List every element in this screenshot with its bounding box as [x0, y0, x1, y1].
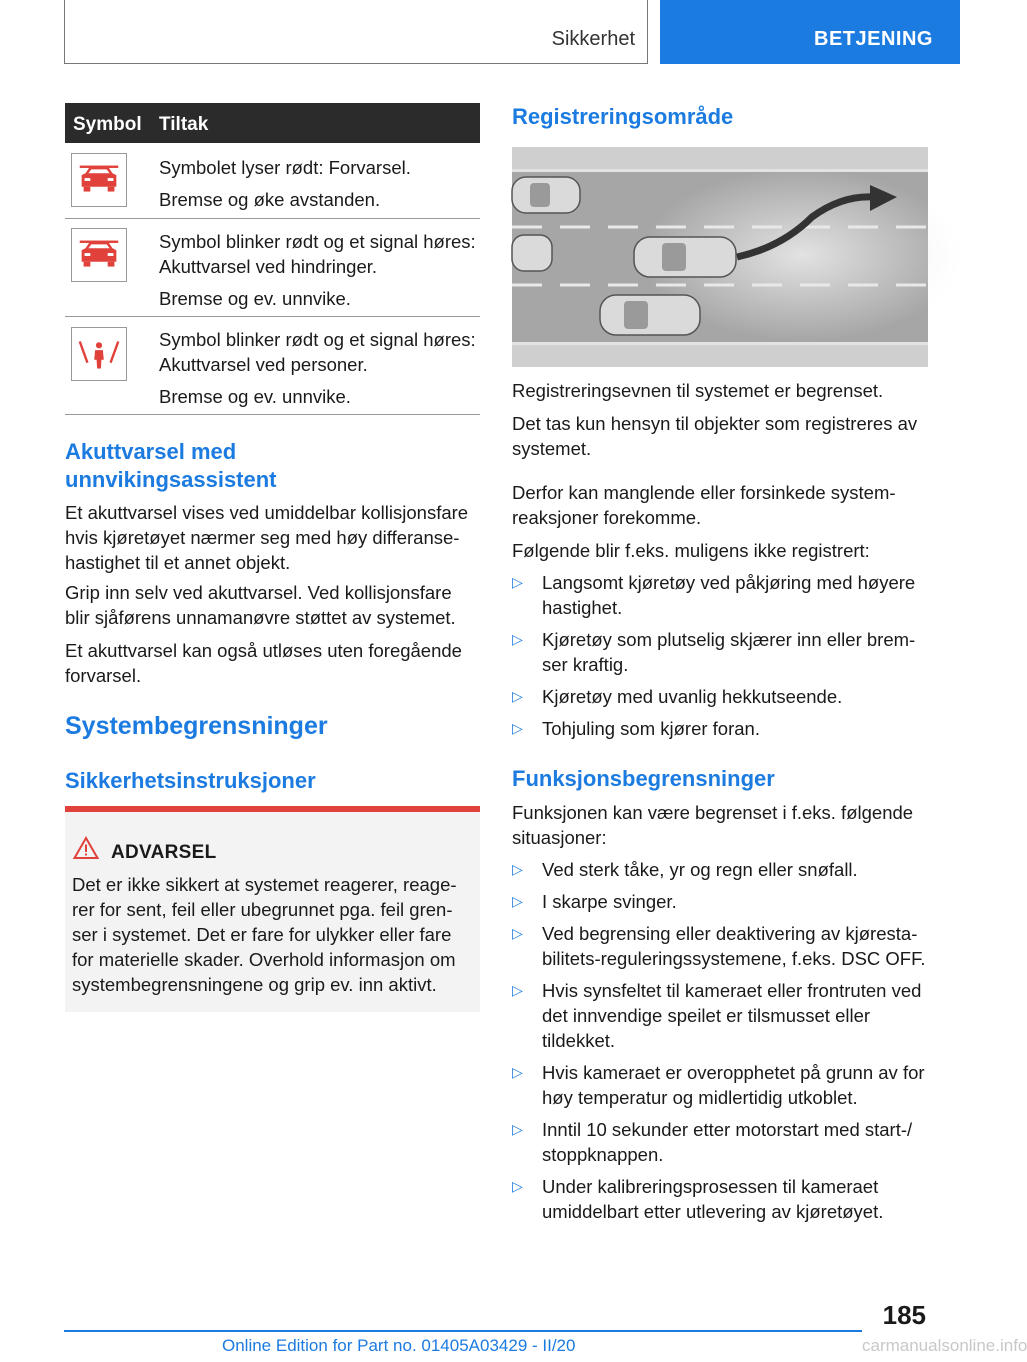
- paragraph: Grip inn selv ved akuttvarsel. Ved kollisjonsfare blir sjåførens unnamanøvre støttet av systemet.: [65, 582, 456, 628]
- list-item: [512, 716, 928, 741]
- symbol-table: [65, 103, 480, 415]
- list-item: [512, 1060, 928, 1110]
- triangle-bullet-icon: ▷: [512, 982, 523, 998]
- triangle-bullet-icon: ▷: [512, 574, 523, 590]
- header-section-box: [64, 0, 648, 64]
- detection-area-diagram: [512, 147, 928, 367]
- row-text-line: Symbol blinker rødt og et signal høres: Akuttvarsel ved hindringer.: [159, 231, 476, 277]
- row-text-line: Bremse og ev. unnvike.: [159, 386, 351, 407]
- list-item-text: I skarpe svinger.: [542, 891, 677, 912]
- heading-function-limits: Funksjonsbegrensninger: [512, 766, 775, 791]
- list-item: [512, 921, 928, 971]
- triangle-bullet-icon: ▷: [512, 631, 523, 647]
- paragraph: Følgende blir f.eks. muligens ikke registrert:: [512, 540, 870, 561]
- footer-edition: Online Edition for Part no. 01405A03429 - II/20: [222, 1336, 576, 1355]
- header-chapter-tab[interactable]: [660, 0, 960, 64]
- paragraph: Funksjonen kan være begrenset i f.eks. følgende situasjoner:: [512, 802, 914, 848]
- paragraph: Registreringsevnen til systemet er begrenset.: [512, 380, 884, 401]
- limitation-situations-list: [512, 857, 928, 1231]
- car-warning-red-icon: [71, 228, 127, 282]
- warning-triangle-icon: [73, 836, 99, 860]
- header-section-label: Sikkerhet: [551, 28, 635, 50]
- list-item: [512, 857, 928, 882]
- list-item-text: Tohjuling som kjører foran.: [542, 718, 760, 739]
- list-item: [512, 570, 928, 620]
- triangle-bullet-icon: ▷: [512, 720, 523, 736]
- triangle-bullet-icon: ▷: [512, 1121, 523, 1137]
- list-item: [512, 627, 928, 677]
- list-item-text: Kjøretøy med uvanlig hekkutseende.: [542, 686, 843, 707]
- heading-system-limits: Systembegrensninger: [65, 712, 328, 740]
- table-header-symbol: Symbol: [73, 114, 142, 135]
- list-item: [512, 684, 928, 709]
- triangle-bullet-icon: ▷: [512, 1064, 523, 1080]
- warning-text: Det er ikke sikkert at systemet reagerer, reagerer for sent, feil eller ubegrunnet pga. feil grenser i systemet. Det er fare for ulykker eller fare for materielle skader. Overhold informasjon om systembegrensningene og grip ev. inn aktivt.: [72, 874, 457, 995]
- paragraph: Det tas kun hensyn til objekter som registreres av systemet.: [512, 413, 918, 459]
- triangle-bullet-icon: ▷: [512, 688, 523, 704]
- list-item-text: Under kalibreringsprosessen til kameraet umiddelbart etter utlevering av kjøretøyet.: [542, 1176, 884, 1222]
- paragraph: Et akuttvarsel vises ved umiddelbar kollisjonsfare hvis kjøretøyet nærmer seg med høy differansehastighet til et annet objekt.: [65, 502, 469, 573]
- triangle-bullet-icon: ▷: [512, 925, 523, 941]
- row-text-line: Symbolet lyser rødt: Forvarsel.: [159, 157, 411, 178]
- triangle-bullet-icon: ▷: [512, 1178, 523, 1194]
- list-item: [512, 889, 928, 914]
- paragraph: Et akuttvarsel kan også utløses uten foregående forvarsel.: [65, 640, 462, 686]
- footer-watermark: carmanualsonline.info: [862, 1336, 1027, 1355]
- triangle-bullet-icon: ▷: [512, 893, 523, 909]
- list-item-text: Kjøretøy som plutselig skjærer inn eller bremser kraftig.: [542, 629, 916, 675]
- list-item-text: Hvis kameraet er overopphetet på grunn av for høy temperatur og midlertidig utkoblet.: [542, 1062, 925, 1108]
- footer-divider: [64, 1330, 862, 1332]
- header-chapter-label: BETJENING: [814, 28, 933, 50]
- heading-emergency-warning: Akuttvarsel med unnvikingsassistent: [65, 439, 277, 492]
- row-text-line: Bremse og øke avstanden.: [159, 189, 381, 210]
- warning-title: ADVARSEL: [111, 842, 217, 863]
- list-item-text: Ved sterk tåke, yr og regn eller snøfall.: [542, 859, 858, 880]
- heading-detection-area: Registreringsområde: [512, 104, 734, 129]
- heading-safety-instructions: Sikkerhetsinstruksjoner: [65, 768, 316, 793]
- car-warning-red-icon: [71, 153, 127, 207]
- table-header: [65, 103, 480, 143]
- list-item-text: Ved begrensing eller deaktivering av kjørestabilitets-reguleringssystemene, f.eks. DSC OFF.: [542, 923, 926, 969]
- warning-box: [65, 806, 480, 1012]
- triangle-bullet-icon: ▷: [512, 861, 523, 877]
- paragraph: Derfor kan manglende eller forsinkede systemreaksjoner forekomme.: [512, 482, 896, 528]
- row-text-line: Symbol blinker rødt og et signal høres: Akuttvarsel ved personer.: [159, 329, 476, 375]
- list-item: [512, 978, 928, 1053]
- table-row: [65, 219, 480, 317]
- table-row: [65, 143, 480, 219]
- page-number: 185: [882, 1300, 926, 1330]
- undetected-objects-list: [512, 570, 928, 748]
- list-item-text: Hvis synsfeltet til kameraet eller frontruten ved det innvendige speilet er tilsmusset eller tildekket.: [542, 980, 922, 1051]
- table-row: [65, 317, 480, 415]
- row-text-line: Bremse og ev. unnvike.: [159, 288, 351, 309]
- table-header-action: Tiltak: [159, 114, 209, 135]
- list-item-text: Inntil 10 sekunder etter motorstart med start-/ stoppknappen.: [542, 1119, 913, 1165]
- list-item-text: Langsomt kjøretøy ved påkjøring med høyere hastighet.: [542, 572, 916, 618]
- list-item: [512, 1174, 928, 1224]
- list-item: [512, 1117, 928, 1167]
- person-warning-red-icon: [71, 327, 127, 381]
